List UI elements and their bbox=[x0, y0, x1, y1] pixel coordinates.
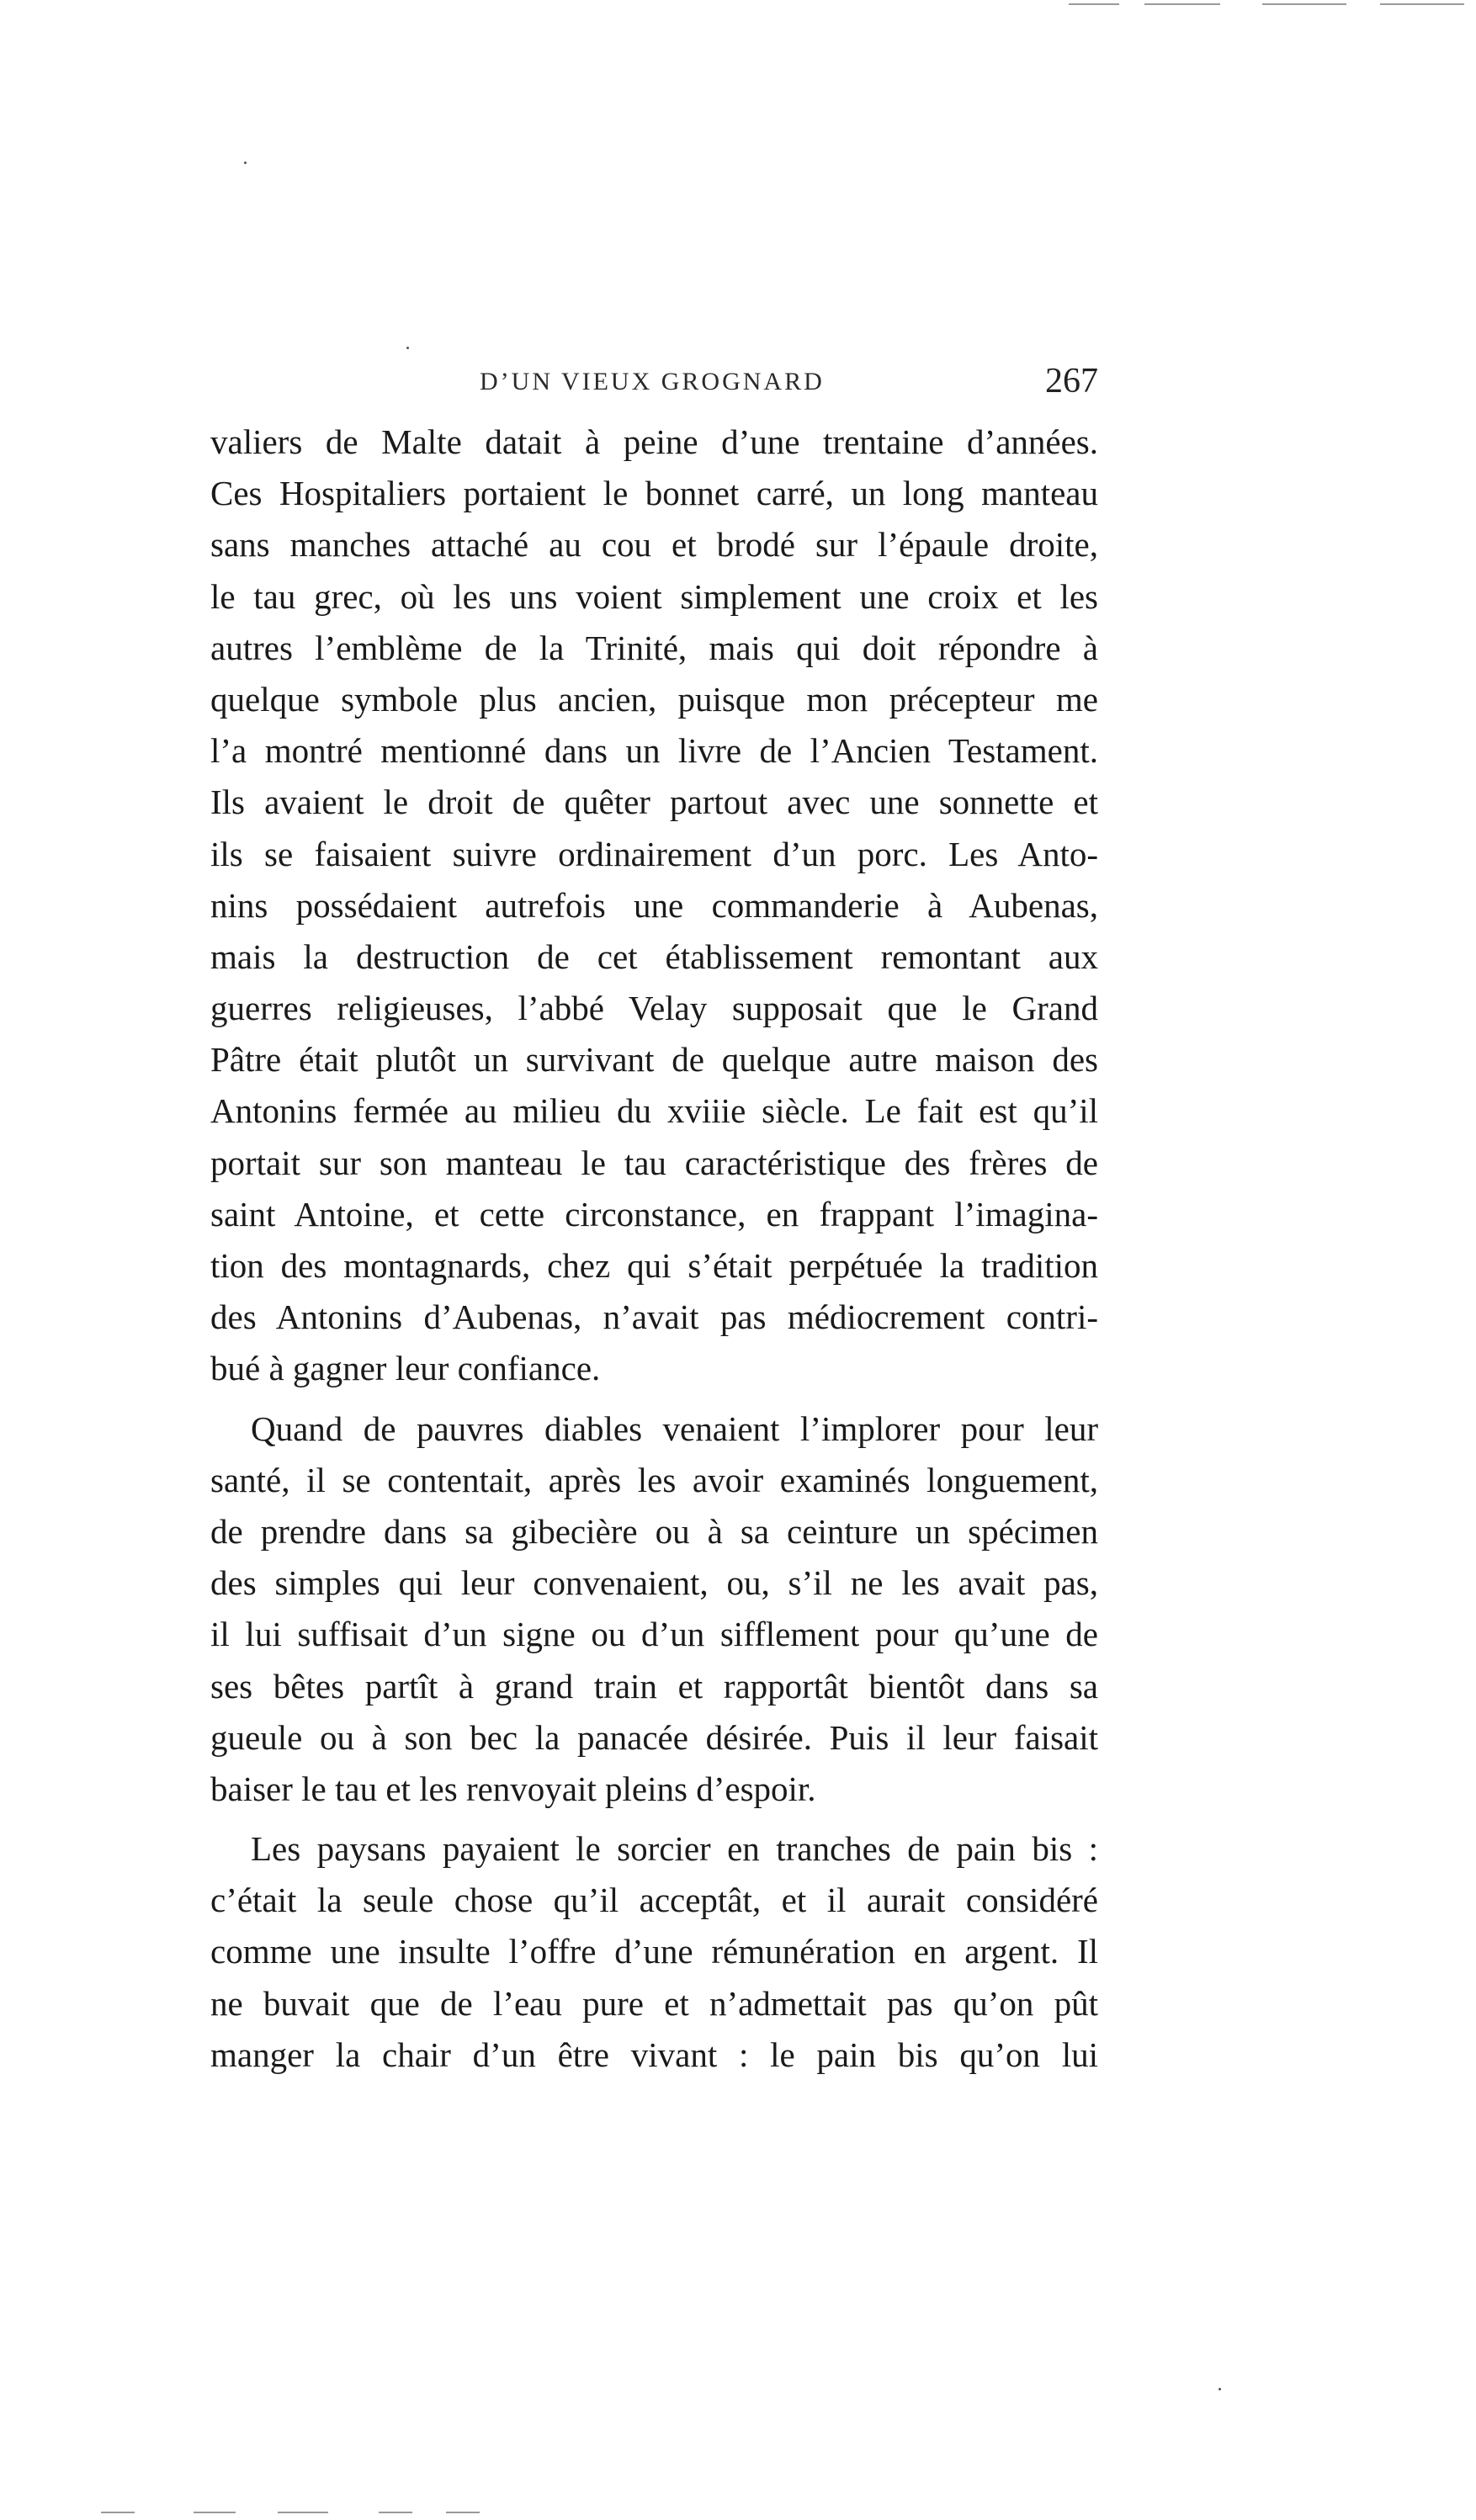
scan-edge-mark bbox=[194, 2512, 236, 2513]
scan-speck bbox=[406, 347, 409, 349]
text-line: ses bêtes partît à grand train et rapportât bientôt dans sa bbox=[210, 1666, 1098, 1706]
scan-edge-mark bbox=[101, 2512, 135, 2513]
text-line: valiers de Malte datait à peine d’une trentaine d’années. bbox=[210, 422, 1098, 461]
text-line: Ces Hospitaliers portaient le bonnet carré, un long manteau bbox=[210, 474, 1098, 513]
text-line: des simples qui leur convenaient, ou, s’il ne les avait pas, bbox=[210, 1563, 1098, 1603]
text-line: ils se faisaient suivre ordinairement d’un porc. Les Anto- bbox=[210, 834, 1098, 873]
paragraph bbox=[210, 416, 1098, 1395]
text-line: santé, il se contentait, après les avoir examinés longuement, bbox=[210, 1460, 1098, 1499]
scan-edge-mark bbox=[446, 2512, 480, 2513]
text-line: il lui suffisait d’un signe ou d’un sifflement pour qu’une de bbox=[210, 1615, 1098, 1654]
text-line: ne buvait que de l’eau pure et n’admettait pas qu’on pût bbox=[210, 1983, 1098, 2023]
text-line: Antonins fermée au milieu du xviiie siècle. Le fait est qu’il bbox=[210, 1091, 1098, 1131]
text-line: bué à gagner leur confiance. bbox=[210, 1349, 601, 1388]
text-line: quelque symbole plus ancien, puisque mon précepteur me bbox=[210, 679, 1098, 719]
running-head bbox=[210, 358, 1098, 408]
text-line: mais la destruction de cet établissement remontant aux bbox=[210, 936, 1098, 976]
text-line: le tau grec, où les uns voient simplement une croix et les bbox=[210, 576, 1098, 616]
text-line: nins possédaient autrefois une commanderie à Aubenas, bbox=[210, 885, 1098, 925]
scan-edge-mark bbox=[278, 2512, 328, 2513]
running-title: D’UN VIEUX GROGNARD bbox=[480, 368, 825, 395]
scan-edge-mark bbox=[1262, 3, 1346, 5]
scan-edge-mark bbox=[379, 2512, 412, 2513]
paragraph bbox=[210, 1823, 1098, 2081]
text-line: de prendre dans sa gibecière ou à sa ceinture un spécimen bbox=[210, 1511, 1098, 1551]
page-number: 267 bbox=[1045, 362, 1098, 401]
text-line: portait sur son manteau le tau caractéristique des frères de bbox=[210, 1143, 1098, 1182]
scan-edge-mark bbox=[1380, 3, 1464, 5]
text-line: tion des montagnards, chez qui s’était perpétuée la tradition bbox=[210, 1246, 1098, 1285]
text-line: c’était la seule chose qu’il acceptât, et il aurait considéré bbox=[210, 1881, 1098, 1920]
text-line: guerres religieuses, l’abbé Velay supposait que le Grand bbox=[210, 989, 1098, 1028]
text-line: manger la chair d’un être vivant : le pain bis qu’on lui bbox=[210, 2035, 1098, 2074]
text-line: baiser le tau et les renvoyait pleins d’espoir. bbox=[210, 1769, 816, 1808]
scan-speck bbox=[244, 162, 247, 164]
text-line: Pâtre était plutôt un survivant de quelque autre maison des bbox=[210, 1040, 1098, 1080]
text-line: l’a montré mentionné dans un livre de l’Ancien Testament. bbox=[210, 731, 1098, 771]
text-line: des Antonins d’Aubenas, n’avait pas médiocrement contri- bbox=[210, 1297, 1098, 1337]
scan-edge-mark bbox=[1144, 3, 1220, 5]
text-line: Les paysans payaient le sorcier en tranches de pain bis : bbox=[251, 1829, 1098, 1869]
text-line: Quand de pauvres diables venaient l’implorer pour leur bbox=[251, 1409, 1098, 1448]
text-line: gueule ou à son bec la panacée désirée. Puis il leur faisait bbox=[210, 1717, 1098, 1757]
scan-speck bbox=[1218, 2388, 1221, 2390]
text-line: saint Antoine, et cette circonstance, en frappant l’imagina- bbox=[210, 1194, 1098, 1233]
scan-edge-mark bbox=[1069, 3, 1119, 5]
body-text bbox=[210, 416, 1098, 2081]
paragraph bbox=[210, 1403, 1098, 1816]
text-line: Ils avaient le droit de quêter partout avec une sonnette et bbox=[210, 783, 1098, 822]
text-line: sans manches attaché au cou et brodé sur l’épaule droite, bbox=[210, 525, 1098, 565]
text-line: autres l’emblème de la Trinité, mais qui doit répondre à bbox=[210, 628, 1098, 667]
text-line: comme une insulte l’offre d’une rémunération en argent. Il bbox=[210, 1932, 1098, 1971]
